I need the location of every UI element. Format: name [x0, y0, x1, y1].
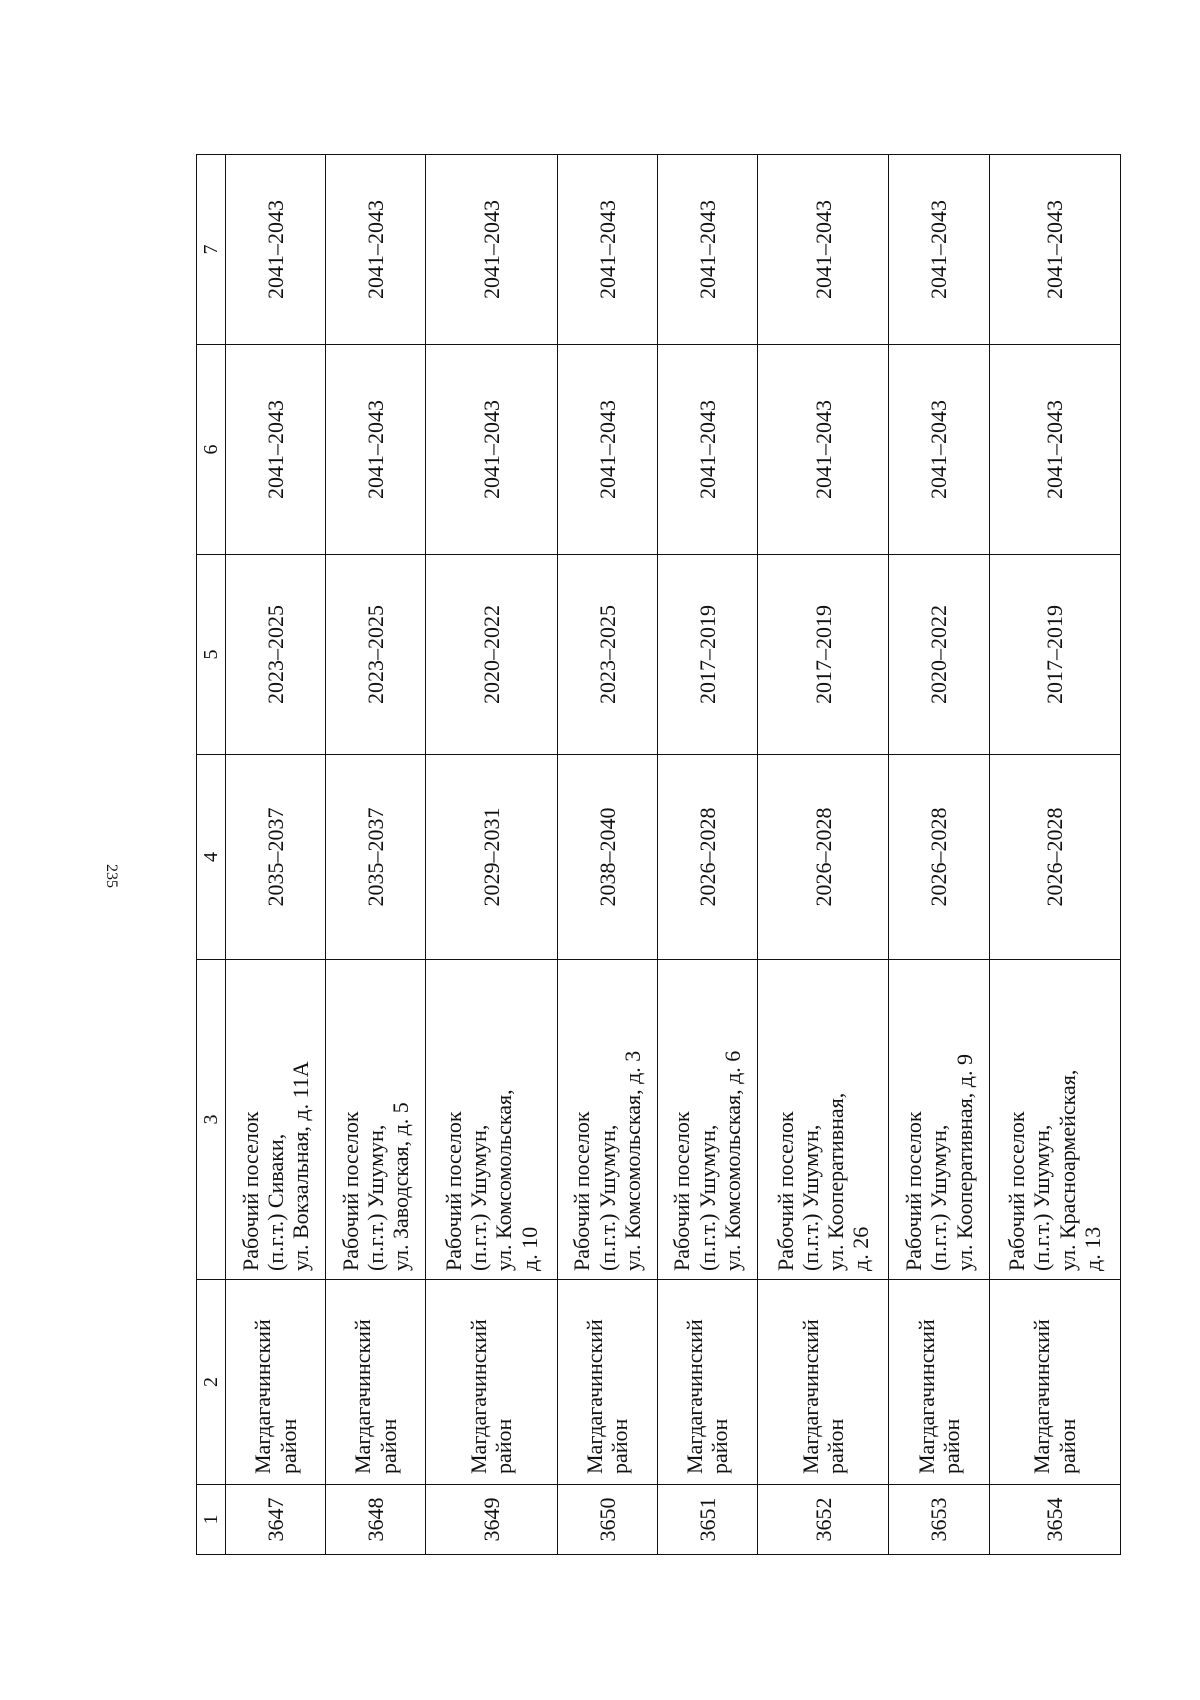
period-cell-col5: 2023–2025 [326, 555, 426, 755]
period-cell-col4: 2026–2028 [757, 755, 888, 960]
district-cell: Магдагачинский район [989, 1280, 1121, 1485]
period-cell-col6: 2041–2043 [557, 345, 657, 555]
address-line: д. 26 [848, 1226, 874, 1271]
address-cell [657, 960, 757, 1280]
row-number-cell: 3651 [657, 1485, 757, 1555]
header-cell-6: 6 [197, 345, 226, 555]
row-number-cell: 3649 [426, 1485, 557, 1555]
district-cell: Магдагачинский район [426, 1280, 557, 1485]
period-cell-col6: 2041–2043 [426, 345, 557, 555]
table-row [557, 155, 657, 1555]
address-line: (п.г.т.) Ушумун, [594, 1124, 620, 1271]
data-table [196, 154, 1121, 1555]
period-cell-col7: 2041–2043 [989, 155, 1121, 345]
period-cell-col6: 2041–2043 [889, 345, 989, 555]
period-cell-col7: 2041–2043 [326, 155, 426, 345]
district-cell: Магдагачинский район [557, 1280, 657, 1485]
period-cell-col5: 2017–2019 [657, 555, 757, 755]
period-cell-col7: 2041–2043 [757, 155, 888, 345]
row-number-cell: 3652 [757, 1485, 888, 1555]
table-row [326, 155, 426, 1555]
address-line: (п.г.т.) Ушумун, [694, 1124, 720, 1271]
address-line: ул. Заводская, д. 5 [388, 1102, 414, 1271]
period-cell-col7: 2041–2043 [226, 155, 326, 345]
page-number: 235 [103, 864, 120, 888]
header-row [197, 155, 226, 1555]
address-line: (п.г.т.) Ушумун, [466, 1124, 492, 1271]
row-number-cell: 3654 [989, 1485, 1121, 1555]
address-cell [889, 960, 989, 1280]
address-line: (п.г.т.) Сиваки, [262, 1133, 288, 1271]
address-cell [757, 960, 888, 1280]
row-number-cell: 3648 [326, 1485, 426, 1555]
address-line: д. 13 [1080, 1226, 1106, 1271]
district-cell: Магдагачинский район [326, 1280, 426, 1485]
period-cell-col5: 2023–2025 [226, 555, 326, 755]
address-cell [226, 960, 326, 1280]
header-cell-5: 5 [197, 555, 226, 755]
address-cell [557, 960, 657, 1280]
period-cell-col4: 2035–2037 [226, 755, 326, 960]
row-number-cell: 3650 [557, 1485, 657, 1555]
address-line: ул. Комсомольская, д. 6 [720, 1050, 746, 1271]
period-cell-col4: 2038–2040 [557, 755, 657, 960]
period-cell-col6: 2041–2043 [989, 345, 1121, 555]
period-cell-col5: 2020–2022 [426, 555, 557, 755]
address-line: ул. Кооперативная, д. 9 [951, 1054, 977, 1271]
address-line: ул. Комсомольская, [491, 1089, 517, 1271]
address-line: Рабочий поселок [1004, 1111, 1030, 1271]
period-cell-col7: 2041–2043 [426, 155, 557, 345]
address-line: ул. Красноармейская, [1054, 1069, 1080, 1271]
district-cell: Магдагачинский район [226, 1280, 326, 1485]
address-cell [426, 960, 557, 1280]
district-cell: Магдагачинский район [889, 1280, 989, 1485]
period-cell-col4: 2029–2031 [426, 755, 557, 960]
period-cell-col7: 2041–2043 [557, 155, 657, 345]
row-number-cell: 3647 [226, 1485, 326, 1555]
period-cell-col4: 2026–2028 [657, 755, 757, 960]
period-cell-col6: 2041–2043 [757, 345, 888, 555]
period-cell-col5: 2020–2022 [889, 555, 989, 755]
header-cell-2: 2 [197, 1280, 226, 1485]
address-line: ул. Вокзальная, д. 11А [288, 1061, 314, 1271]
address-line: Рабочий поселок [669, 1111, 695, 1271]
table-row [989, 155, 1121, 1555]
period-cell-col4: 2035–2037 [326, 755, 426, 960]
header-cell-7: 7 [197, 155, 226, 345]
period-cell-col7: 2041–2043 [657, 155, 757, 345]
address-line: (п.г.т.) Ушумун, [797, 1124, 823, 1271]
address-line: Рабочий поселок [237, 1111, 263, 1271]
period-cell-col6: 2041–2043 [657, 345, 757, 555]
address-line: ул. Комсомольская, д. 3 [619, 1050, 645, 1271]
period-cell-col4: 2026–2028 [989, 755, 1121, 960]
table-row [757, 155, 888, 1555]
header-cell-4: 4 [197, 755, 226, 960]
period-cell-col4: 2026–2028 [889, 755, 989, 960]
period-cell-col5: 2017–2019 [989, 555, 1121, 755]
table-row [426, 155, 557, 1555]
address-line: (п.г.т.) Ушумун, [363, 1124, 389, 1271]
rotated-table-container [196, 155, 1121, 1555]
table-row [889, 155, 989, 1555]
address-line: ул. Кооперативная, [823, 1092, 849, 1271]
address-line: (п.г.т.) Ушумун, [1029, 1124, 1055, 1271]
table-row [657, 155, 757, 1555]
period-cell-col6: 2041–2043 [326, 345, 426, 555]
period-cell-col5: 2017–2019 [757, 555, 888, 755]
table-row [226, 155, 326, 1555]
address-line: Рабочий поселок [772, 1111, 798, 1271]
period-cell-col5: 2023–2025 [557, 555, 657, 755]
address-cell [989, 960, 1121, 1280]
address-line: Рабочий поселок [440, 1111, 466, 1271]
address-cell [326, 960, 426, 1280]
row-number-cell: 3653 [889, 1485, 989, 1555]
period-cell-col7: 2041–2043 [889, 155, 989, 345]
period-cell-col6: 2041–2043 [226, 345, 326, 555]
address-line: Рабочий поселок [569, 1111, 595, 1271]
address-line: Рабочий поселок [337, 1111, 363, 1271]
district-cell: Магдагачинский район [757, 1280, 888, 1485]
address-line: Рабочий поселок [900, 1111, 926, 1271]
address-line: д. 10 [516, 1226, 542, 1271]
district-cell: Магдагачинский район [657, 1280, 757, 1485]
header-cell-3: 3 [197, 960, 226, 1280]
header-cell-1: 1 [197, 1485, 226, 1555]
address-line: (п.г.т.) Ушумун, [926, 1124, 952, 1271]
